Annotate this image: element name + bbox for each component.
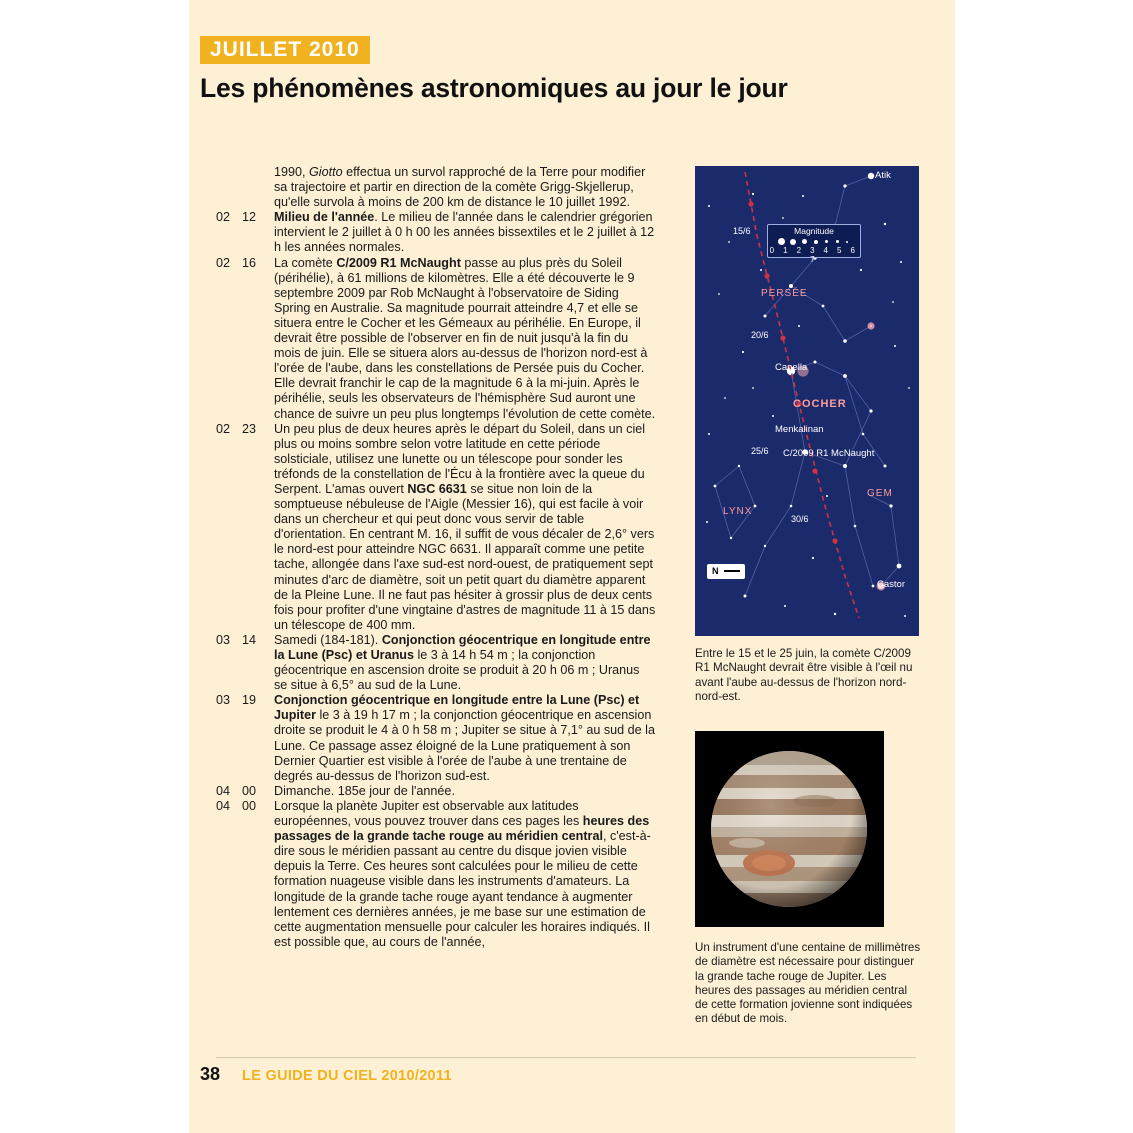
comet-date-20-6: 20/6 bbox=[751, 330, 769, 340]
month-tag: JUILLET 2010 bbox=[200, 36, 370, 64]
comet-date-15-6: 15/6 bbox=[733, 226, 751, 236]
constellation-label-lynx: LYNX bbox=[723, 506, 753, 517]
jupiter-caption: Un instrument d'une centaine de millimètres de diamètre est nécessaire pour distinguer la grande tache rouge de Jupiter. Les heures des passages au méridien central de cette formation jovienne sont indiquées en début de mois. bbox=[695, 941, 921, 1026]
page-title: Les phénomènes astronomiques au jour le jour bbox=[200, 73, 788, 103]
entry-hour: 00 bbox=[242, 783, 257, 798]
entry-body bbox=[274, 422, 656, 633]
entry-body bbox=[274, 210, 656, 255]
star-map-figure bbox=[695, 166, 919, 636]
folio-number: 38 bbox=[200, 1064, 221, 1084]
lead-italic-word: Giotto bbox=[309, 165, 343, 179]
entry-body bbox=[274, 633, 656, 693]
entry-bold-lead: Milieu de l'année bbox=[274, 210, 375, 225]
entry-hour: 14 bbox=[242, 632, 257, 647]
entry-pre: La comète bbox=[274, 255, 337, 270]
entry-row bbox=[216, 784, 656, 799]
entry-body bbox=[274, 693, 656, 784]
entry-text: . Le milieu de l'année dans le calendrier grégorien intervient le 2 juillet à 0 h 00 les années bissextiles et le 2 juillet à 12 h les années normales. bbox=[274, 210, 655, 255]
entry-text: se situe non loin de la somptueuse nébuleuse de l'Aigle (Messier 16), qui est facile à voir dans un chercheur et qui peut donc vous servir de table d'orientation. En centrant M. 16, il suffit de vous décaler de 2,6° vers le nord-est pour atteindre NGC 6631. Il apparaît comme une petite tache, allongée dans l'axe sud-est nord-ouest, de pratiquement sept minutes d'arc de diamètre, soit un petit quart du diamètre apparent de la Pleine Lune. Il ne faut pas hésiter à grossir plus de deux cents fois pour profiter d'une vingtaine d'astres de magnitude 11 à 15 dans un télescope de 400 mm. bbox=[274, 481, 656, 632]
compass-north-box bbox=[707, 564, 745, 579]
entry-row bbox=[216, 693, 656, 784]
entry-pre: Samedi (184-181). bbox=[274, 632, 382, 647]
entry-hour: 16 bbox=[242, 255, 257, 270]
page-footer bbox=[200, 1064, 930, 1085]
star-label-castor: Castor bbox=[877, 579, 905, 590]
entry-text: passe au plus près du Soleil (périhélie), à 61 millions de kilomètres. Elle a été découverte le 9 septembre 2009 par Rob McNaught à l'observatoire de Siding Spring en Australie. Sa magnitude pourrait atteindre 4,7 et elle se situera entre le Cocher et les Gémeaux au périhélie. En Europe, il devrait être possible de l'observer en fin de nuit jusqu'à la fin du mois de juin. Elle se situera alors au-dessus de l'horizon nord-est à l'orée de l'aube, dans les constellations de Persée puis du Cocher. Elle devrait franchir le cap de la magnitude 6 à la mi-juin. Après le périhélie, seuls les observateurs de l'hémisphère Sud auront une chance de suivre un peu plus longtemps l'évolution de cette comète. bbox=[274, 255, 656, 421]
mag-dot-3 bbox=[814, 240, 818, 244]
compass-arrow-icon bbox=[724, 570, 740, 572]
entry-row bbox=[216, 799, 656, 950]
entry-day: 03 bbox=[216, 693, 231, 708]
compass-north-label: N bbox=[712, 566, 719, 576]
magnitude-legend-numbers: 0 1 2 3 4 5 6 7 bbox=[769, 246, 859, 264]
entry-bold-lead: C/2009 R1 McNaught bbox=[336, 255, 461, 270]
entry-bold-lead: NGC 6631 bbox=[407, 481, 467, 496]
entry-text: le 3 à 19 h 17 m ; la conjonction géocentrique en ascension droite se produit le 4 à 0 h 58 m ; Jupiter se situe à 7,1° au sud de la Lune. Ce passage assez éloigné de la Lune pratiquement à son Dernier Quartier est visible à l'orée de l'aube à une trentaine de degrés au-dessus de l'horizon sud-est. bbox=[274, 708, 655, 783]
star-label-menkalinan: Menkalinan bbox=[775, 424, 824, 435]
entry-day: 04 bbox=[216, 798, 231, 813]
mag-dot-6 bbox=[846, 241, 848, 243]
magnitude-legend bbox=[767, 224, 861, 264]
mag-dot-0 bbox=[778, 238, 785, 245]
star-label-atik: Atik bbox=[875, 170, 891, 181]
comet-path-label: C/2009 R1 McNaught bbox=[783, 448, 875, 459]
entry-bold-lead: Conjonction géocentrique en longitude entre la Lune (Psc) et Uranus bbox=[274, 632, 651, 662]
entry-row bbox=[216, 210, 656, 255]
entry-day: 02 bbox=[216, 421, 231, 436]
entry-row bbox=[216, 422, 656, 633]
entry-pre: Un peu plus de deux heures après le départ du Soleil, dans un ciel plus ou moins sombre selon votre latitude en cette période solsticiale, utilisez une lunette ou un télescope pour sonder les tréfonds de la constellation de l'Écu à la frontière avec la queue du Serpent. L'amas ouvert bbox=[274, 421, 646, 496]
entry-day: 02 bbox=[216, 210, 231, 225]
entry-bold-lead: heures des passages de la grande tache rouge au méridien central bbox=[274, 814, 650, 844]
mag-dot-5 bbox=[836, 240, 839, 243]
entry-hour: 19 bbox=[242, 693, 257, 708]
entry-body bbox=[274, 256, 656, 422]
entry-bold-lead: Conjonction géocentrique en longitude entre la Lune (Psc) et Jupiter bbox=[274, 693, 640, 723]
article-text-column bbox=[216, 165, 656, 950]
comet-date-25-6: 25/6 bbox=[751, 446, 769, 456]
lead-paragraph: 1990, Giotto effectua un survol rapproché de la Terre pour modifier sa trajectoire et partir en direction de la comète Grigg-Skjellerup, qu'elle survola à moins de 200 km de distance le 10 juillet 1992. bbox=[274, 165, 646, 210]
entry-body bbox=[274, 799, 656, 950]
footer-divider bbox=[216, 1057, 916, 1058]
star-label-capella: Capella bbox=[775, 362, 808, 373]
entry-text: , c'est-à-dire sous le méridien passant au centre du disque jovien visible depuis la Terre. Ces heures sont calculées pour le milieu de cette formation nuageuse visible dans les instruments d'amateurs. La longitude de la grande tache rouge ayant tendance à augmenter lentement ces dernières années, je me base sur une estimation de cette augmentation mensuelle pour calculer les horaires indiqués. Il est possible que, au cours de l'année, bbox=[274, 829, 651, 949]
entry-hour: 23 bbox=[242, 421, 257, 436]
entry-day: 02 bbox=[216, 255, 231, 270]
constellation-label-gem: GEM bbox=[867, 488, 893, 499]
jupiter-image-svg bbox=[695, 731, 884, 927]
entry-row bbox=[216, 633, 656, 693]
entry-pre: Lorsque la planète Jupiter est observable aux latitudes européennes, vous pouvez trouver dans ces pages les bbox=[274, 798, 583, 829]
entry-hour: 00 bbox=[242, 798, 257, 813]
jupiter-photo bbox=[695, 731, 884, 927]
constellation-label-cocher: COCHER bbox=[793, 398, 847, 410]
mag-dot-1 bbox=[790, 239, 796, 245]
entry-hour: 12 bbox=[242, 210, 257, 225]
entry-row bbox=[216, 256, 656, 422]
entry-text: le 3 à 14 h 54 m ; la conjonction géocentrique en ascension droite se produit à 20 h 06 m ; Uranus se situe à 6,5° au sud de la Lune. bbox=[274, 648, 640, 693]
entry-body: Dimanche. 185e jour de l'année. bbox=[274, 783, 455, 798]
comet-date-30-6: 30/6 bbox=[791, 514, 809, 524]
footer-book-title: LE GUIDE DU CIEL 2010/2011 bbox=[242, 1068, 452, 1084]
mag-dot-4 bbox=[825, 240, 828, 243]
mag-dot-2 bbox=[802, 239, 807, 244]
magnitude-legend-title: Magnitude bbox=[794, 226, 834, 236]
page-header bbox=[200, 36, 930, 104]
entry-day: 03 bbox=[216, 632, 231, 647]
constellation-label-persee: PERSÉE bbox=[761, 288, 808, 299]
entry-day: 04 bbox=[216, 783, 231, 798]
star-map-caption: Entre le 15 et le 25 juin, la comète C/2009 R1 McNaught devrait être visible à l'œil nu avant l'aube au-dessus de l'horizon nord-nord-est. bbox=[695, 647, 913, 703]
